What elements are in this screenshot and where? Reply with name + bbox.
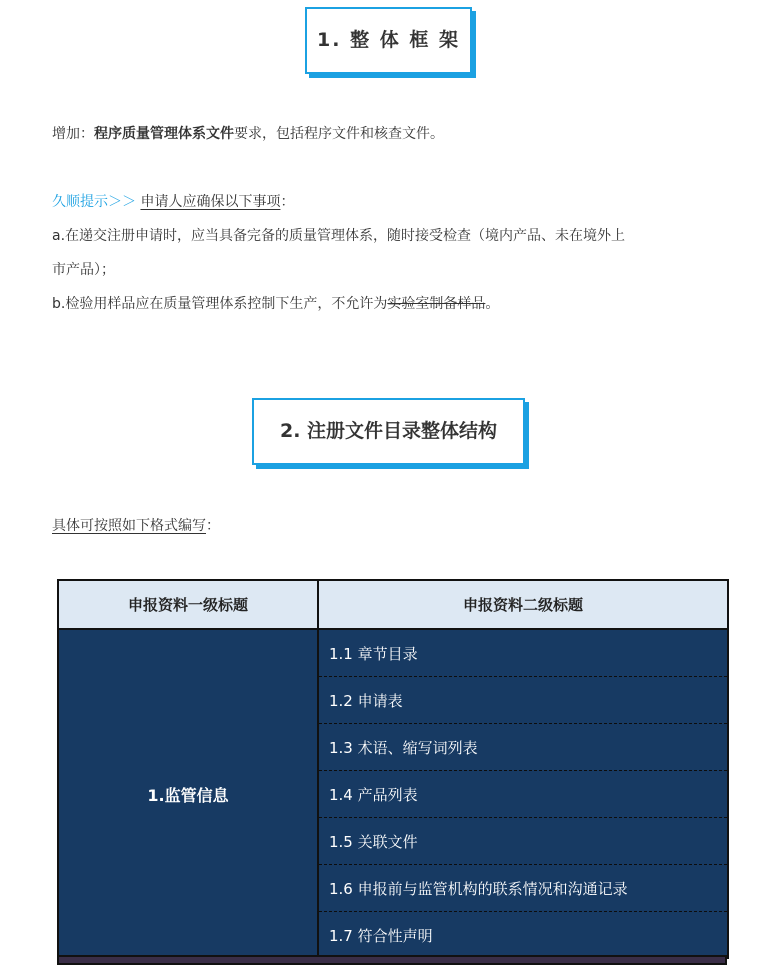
format-underlined: 具体可按照如下格式编写	[52, 518, 206, 534]
hint-b-suffix: 。	[485, 296, 500, 312]
hint-b-strike: 实验室制备样品	[387, 296, 486, 312]
group-cell: 1.监管信息	[58, 629, 318, 959]
format-colon: ：	[206, 518, 220, 534]
hint-label: 久顺提示＞＞	[52, 194, 136, 210]
item-cell: 1.3 术语、缩写词列表	[318, 724, 728, 771]
item-cell: 1.4 产品列表	[318, 771, 728, 818]
hint-underlined: 申请人应确保以下事项	[140, 194, 281, 210]
hint-b-line	[52, 294, 732, 314]
item-cell: 1.1 章节目录	[318, 629, 728, 677]
hint-b-prefix: b.检验用样品应在质量管理体系控制下生产，不允许为	[52, 296, 388, 312]
registration-table	[57, 579, 729, 959]
hint-a-line-2: 市产品）；	[52, 262, 115, 278]
item-cell: 1.5 关联文件	[318, 818, 728, 865]
add-prefix: 增加：	[52, 126, 94, 142]
add-bold-text: 程序质量管理体系文件	[94, 126, 234, 142]
hint-colon: ：	[280, 194, 295, 210]
add-suffix: 要求，包括程序文件和核查文件。	[234, 126, 444, 142]
header-level-1: 申报资料一级标题	[58, 580, 318, 629]
hint-a-line-1: a.在递交注册申请时，应当具备完备的质量管理体系，随时接受检查（境内产品、未在境外上	[52, 228, 626, 244]
item-cell: 1.6 申报前与监管机构的联系情况和沟通记录	[318, 865, 728, 912]
section-2-heading: 2. 注册文件目录整体结构	[252, 398, 525, 465]
table-next-row-edge	[57, 955, 727, 965]
hint-line	[52, 192, 732, 212]
table-header-row	[58, 580, 728, 629]
header-level-2: 申报资料二级标题	[318, 580, 728, 629]
table-row	[58, 629, 728, 677]
section-1-heading: 1. 整 体 框 架	[305, 7, 472, 74]
format-line	[52, 516, 732, 536]
add-requirement-line	[52, 124, 732, 144]
item-cell: 1.2 申请表	[318, 677, 728, 724]
item-cell: 1.7 符合性声明	[318, 912, 728, 959]
